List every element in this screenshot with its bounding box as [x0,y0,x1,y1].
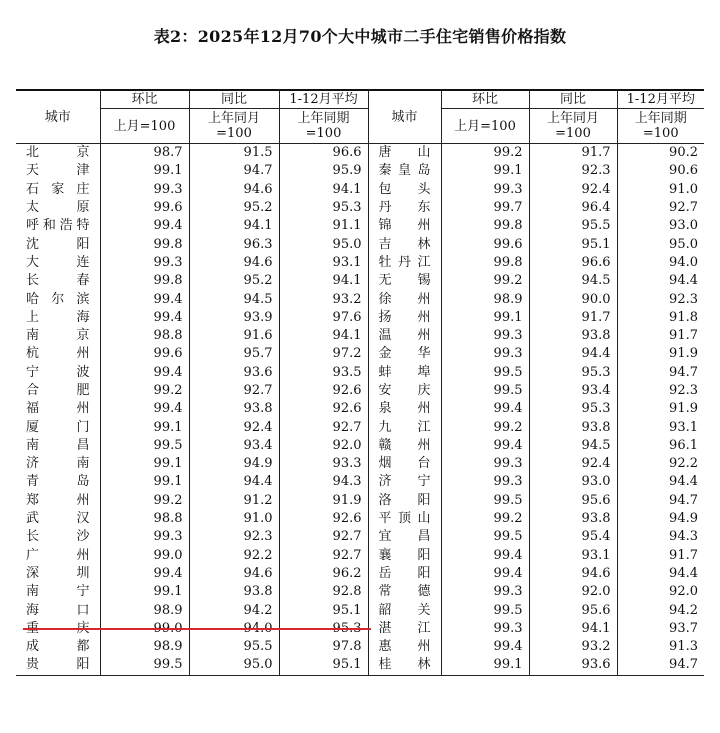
mom-cell-right: 99.5 [441,528,529,546]
city-cell-left: 深圳 [26,565,90,581]
yoy-cell-right: 93.8 [529,418,617,436]
yoy-cell-left: 91.5 [189,144,279,163]
table-row [16,455,704,473]
city-cell-left: 福州 [26,401,90,417]
yoy-cell-left: 94.6 [189,181,279,199]
mom-cell-left: 99.3 [100,528,189,546]
header-avg-base-right: 上年同期 =100 [617,109,704,144]
table-row [16,364,704,382]
mom-cell-right: 99.7 [441,199,529,217]
table-row [16,217,704,235]
avg-cell-left: 92.7 [279,547,368,565]
price-index-table [16,89,704,676]
yoy-cell-left: 92.7 [189,382,279,400]
avg-cell-left: 97.6 [279,309,368,327]
mom-cell-right: 99.3 [441,455,529,473]
city-cell-right: 丹东 [368,199,441,217]
yoy-cell-left: 96.3 [189,235,279,253]
city-cell-left: 宁波 [26,364,90,380]
table-row [16,254,704,272]
city-cell-right: 唐山 [368,144,441,163]
yoy-cell-right: 92.4 [529,455,617,473]
yoy-cell-left: 94.9 [189,455,279,473]
avg-cell-left: 93.3 [279,455,368,473]
mom-cell-left: 98.7 [100,144,189,163]
yoy-cell-left: 94.5 [189,290,279,308]
header-city-right: 城市 [368,90,441,144]
city-cell-left: 武汉 [26,511,90,527]
mom-cell-right: 99.4 [441,638,529,656]
mom-cell-left: 99.4 [100,565,189,583]
avg-cell-left: 92.7 [279,528,368,546]
avg-cell-left: 91.1 [279,217,368,235]
table-row [16,272,704,290]
avg-cell-right: 94.9 [617,510,704,528]
avg-cell-left: 95.0 [279,235,368,253]
mom-cell-left: 98.9 [100,601,189,619]
city-cell-left: 南宁 [26,584,90,600]
avg-cell-right: 94.3 [617,528,704,546]
table-row [16,144,704,163]
city-cell-right: 扬州 [368,309,441,327]
yoy-cell-right: 90.0 [529,290,617,308]
yoy-cell-left: 91.2 [189,492,279,510]
city-cell-right: 宜昌 [368,528,441,546]
avg-cell-right: 93.1 [617,418,704,436]
city-cell-left: 长沙 [26,529,90,545]
city-cell-left: 合肥 [26,383,90,398]
yoy-cell-left: 94.7 [189,162,279,180]
mom-cell-left: 99.4 [100,400,189,418]
mom-cell-left: 99.6 [100,199,189,217]
header-avg-left: 1-12月平均 [279,90,368,109]
avg-cell-right: 94.0 [617,254,704,272]
mom-cell-left: 98.8 [100,327,189,345]
yoy-cell-right: 92.0 [529,583,617,601]
city-cell-right: 蚌埠 [368,364,441,382]
mom-cell-left: 99.0 [100,547,189,565]
avg-cell-left: 95.9 [279,162,368,180]
mom-cell-left: 99.1 [100,583,189,601]
city-cell-right: 韶关 [368,601,441,619]
yoy-cell-right: 94.5 [529,272,617,290]
city-cell-left: 石家庄 [26,181,90,197]
city-cell-right: 九江 [368,418,441,436]
city-cell-right: 烟台 [368,455,441,473]
mom-cell-left: 99.0 [100,620,189,638]
mom-cell-left: 99.1 [100,418,189,436]
table-row [16,199,704,217]
avg-cell-left: 94.1 [279,272,368,290]
yoy-cell-left: 91.0 [189,510,279,528]
mom-cell-left: 99.1 [100,162,189,180]
mom-cell-right: 99.5 [441,364,529,382]
yoy-cell-left: 94.2 [189,601,279,619]
yoy-cell-left: 91.6 [189,327,279,345]
yoy-cell-left: 95.2 [189,272,279,290]
mom-cell-right: 99.3 [441,473,529,491]
table-row [16,309,704,327]
city-cell-left: 天津 [26,163,90,179]
avg-cell-right: 96.1 [617,437,704,455]
yoy-cell-left: 95.7 [189,345,279,363]
table-body [16,144,704,676]
yoy-cell-right: 93.1 [529,547,617,565]
city-cell-left: 成都 [26,639,90,655]
avg-cell-right: 91.3 [617,638,704,656]
mom-cell-right: 99.5 [441,492,529,510]
yoy-cell-left: 93.6 [189,364,279,382]
yoy-cell-right: 91.7 [529,309,617,327]
yoy-cell-left: 95.5 [189,638,279,656]
avg-cell-left: 92.6 [279,400,368,418]
city-cell-left: 哈尔滨 [26,291,90,307]
avg-cell-left: 94.1 [279,181,368,199]
yoy-cell-left: 94.0 [189,620,279,638]
yoy-cell-right: 95.6 [529,492,617,510]
yoy-cell-left: 93.9 [189,309,279,327]
mom-cell-right: 99.1 [441,309,529,327]
avg-cell-right: 94.4 [617,565,704,583]
avg-cell-right: 90.6 [617,162,704,180]
avg-cell-right: 94.7 [617,492,704,510]
mom-cell-right: 99.4 [441,547,529,565]
avg-cell-right: 92.3 [617,290,704,308]
mom-cell-left: 99.4 [100,364,189,382]
yoy-cell-right: 94.4 [529,345,617,363]
city-cell-left: 大连 [26,254,90,270]
yoy-cell-left: 95.0 [189,656,279,675]
avg-cell-right: 92.0 [617,583,704,601]
table-row [16,547,704,565]
city-cell-left: 南昌 [26,437,90,453]
city-cell-left: 呼和浩特 [26,218,90,234]
avg-cell-left: 92.8 [279,583,368,601]
avg-cell-right: 94.4 [617,272,704,290]
city-cell-left: 广州 [26,547,90,563]
avg-cell-right: 91.8 [617,309,704,327]
avg-cell-right: 95.0 [617,235,704,253]
mom-cell-right: 99.3 [441,181,529,199]
city-cell-right: 平顶山 [368,510,441,528]
city-cell-left: 青岛 [26,474,90,490]
mom-cell-right: 99.3 [441,620,529,638]
city-cell-right: 无锡 [368,272,441,290]
highlight-underline [23,628,371,630]
avg-cell-left: 96.2 [279,565,368,583]
avg-cell-left: 95.3 [279,620,368,638]
table-row [16,345,704,363]
table-row [16,656,704,675]
city-cell-left: 长春 [26,273,90,289]
header-yoy-left: 同比 [189,90,279,109]
yoy-cell-right: 93.0 [529,473,617,491]
city-cell-left: 北京 [26,145,90,161]
avg-cell-right: 94.2 [617,601,704,619]
avg-cell-right: 92.7 [617,199,704,217]
city-cell-right: 温州 [368,327,441,345]
mom-cell-right: 98.9 [441,290,529,308]
table-row [16,601,704,619]
city-cell-right: 吉林 [368,235,441,253]
yoy-cell-left: 94.4 [189,473,279,491]
yoy-cell-right: 93.4 [529,382,617,400]
yoy-cell-right: 91.7 [529,144,617,163]
mom-cell-right: 99.3 [441,583,529,601]
header-mom-base-left: 上月=100 [100,109,189,144]
avg-cell-left: 92.7 [279,418,368,436]
header-avg-right: 1-12月平均 [617,90,704,109]
avg-cell-left: 92.6 [279,382,368,400]
city-cell-right: 泉州 [368,400,441,418]
mom-cell-left: 99.1 [100,455,189,473]
mom-cell-left: 99.1 [100,473,189,491]
city-cell-left: 南京 [26,328,90,344]
header-avg-base-left: 上年同期 =100 [279,109,368,144]
table-row [16,492,704,510]
city-cell-right: 牡丹江 [368,254,441,272]
yoy-cell-left: 92.4 [189,418,279,436]
avg-cell-left: 97.2 [279,345,368,363]
yoy-cell-left: 94.1 [189,217,279,235]
city-cell-left: 上海 [26,309,90,325]
mom-cell-left: 99.8 [100,272,189,290]
city-cell-right: 襄阳 [368,547,441,565]
mom-cell-right: 99.3 [441,327,529,345]
avg-cell-left: 97.8 [279,638,368,656]
city-cell-left: 厦门 [26,419,90,435]
city-cell-right: 洛阳 [368,492,441,510]
yoy-cell-right: 95.1 [529,235,617,253]
mom-cell-right: 99.4 [441,437,529,455]
mom-cell-right: 99.2 [441,144,529,163]
yoy-cell-right: 93.8 [529,510,617,528]
header-city-left: 城市 [16,90,100,144]
table-row [16,181,704,199]
yoy-cell-right: 93.6 [529,656,617,675]
city-cell-right: 锦州 [368,217,441,235]
table-row [16,583,704,601]
mom-cell-right: 99.4 [441,565,529,583]
yoy-cell-right: 95.3 [529,364,617,382]
avg-cell-left: 93.5 [279,364,368,382]
mom-cell-left: 99.6 [100,345,189,363]
table-row [16,162,704,180]
city-cell-right: 常德 [368,583,441,601]
table-row [16,290,704,308]
table-row [16,382,704,400]
mom-cell-left: 98.9 [100,638,189,656]
mom-cell-right: 99.1 [441,656,529,675]
mom-cell-left: 99.5 [100,437,189,455]
mom-cell-right: 99.1 [441,162,529,180]
mom-cell-left: 99.2 [100,492,189,510]
mom-cell-left: 99.2 [100,382,189,400]
table-row [16,418,704,436]
avg-cell-right: 91.0 [617,181,704,199]
yoy-cell-right: 92.3 [529,162,617,180]
mom-cell-left: 99.3 [100,181,189,199]
mom-cell-right: 99.4 [441,400,529,418]
table-row [16,437,704,455]
city-cell-left: 杭州 [26,346,90,362]
avg-cell-right: 93.0 [617,217,704,235]
mom-cell-right: 99.5 [441,382,529,400]
city-cell-right: 济宁 [368,473,441,491]
city-cell-right: 安庆 [368,382,441,400]
avg-cell-right: 91.9 [617,345,704,363]
avg-cell-left: 92.6 [279,510,368,528]
header-yoy-base-left: 上年同月 =100 [189,109,279,144]
city-cell-left: 太原 [26,200,90,216]
avg-cell-right: 94.7 [617,364,704,382]
avg-cell-left: 91.9 [279,492,368,510]
yoy-cell-right: 94.6 [529,565,617,583]
mom-cell-left: 99.5 [100,656,189,675]
mom-cell-right: 99.8 [441,254,529,272]
yoy-cell-left: 92.2 [189,547,279,565]
city-cell-left: 重庆 [26,620,90,636]
yoy-cell-left: 94.6 [189,565,279,583]
avg-cell-right: 91.9 [617,400,704,418]
mom-cell-left: 98.8 [100,510,189,528]
city-cell-right: 徐州 [368,290,441,308]
avg-cell-right: 94.7 [617,656,704,675]
header-mom-left: 环比 [100,90,189,109]
mom-cell-right: 99.5 [441,601,529,619]
avg-cell-right: 94.4 [617,473,704,491]
mom-cell-left: 99.4 [100,309,189,327]
yoy-cell-left: 94.6 [189,254,279,272]
mom-cell-left: 99.4 [100,290,189,308]
yoy-cell-right: 93.2 [529,638,617,656]
avg-cell-right: 93.7 [617,620,704,638]
table-title: 表2：2025年12月70个大中城市二手住宅销售价格指数 [153,27,567,46]
city-cell-right: 岳阳 [368,565,441,583]
avg-cell-right: 91.7 [617,327,704,345]
yoy-cell-right: 93.8 [529,327,617,345]
avg-cell-left: 93.1 [279,254,368,272]
yoy-cell-left: 93.8 [189,583,279,601]
yoy-cell-right: 92.4 [529,181,617,199]
mom-cell-left: 99.8 [100,235,189,253]
mom-cell-right: 99.8 [441,217,529,235]
yoy-cell-right: 96.4 [529,199,617,217]
city-cell-left: 郑州 [26,492,90,508]
avg-cell-left: 95.1 [279,601,368,619]
yoy-cell-right: 95.5 [529,217,617,235]
avg-cell-right: 91.7 [617,547,704,565]
yoy-cell-left: 93.4 [189,437,279,455]
city-cell-right: 湛江 [368,620,441,638]
mom-cell-left: 99.4 [100,217,189,235]
yoy-cell-right: 94.1 [529,620,617,638]
table-row [16,528,704,546]
table-row [16,327,704,345]
city-cell-left: 海口 [26,602,90,618]
yoy-cell-left: 93.8 [189,400,279,418]
city-cell-right: 赣州 [368,437,441,455]
city-cell-right: 金华 [368,345,441,363]
table-row [16,565,704,583]
avg-cell-right: 92.3 [617,382,704,400]
avg-cell-right: 92.2 [617,455,704,473]
yoy-cell-right: 94.5 [529,437,617,455]
avg-cell-left: 96.6 [279,144,368,163]
yoy-cell-right: 95.6 [529,601,617,619]
table-row [16,638,704,656]
table-row [16,235,704,253]
header-mom-base-right: 上月=100 [441,109,529,144]
mom-cell-right: 99.3 [441,345,529,363]
header-yoy-base-right: 上年同月 =100 [529,109,617,144]
avg-cell-right: 90.2 [617,144,704,163]
table-row [16,510,704,528]
mom-cell-right: 99.6 [441,235,529,253]
header-yoy-right: 同比 [529,90,617,109]
city-cell-left: 济南 [26,456,90,472]
yoy-cell-right: 95.3 [529,400,617,418]
city-cell-right: 惠州 [368,638,441,656]
yoy-cell-left: 95.2 [189,199,279,217]
yoy-cell-left: 92.3 [189,528,279,546]
avg-cell-left: 94.3 [279,473,368,491]
avg-cell-left: 92.0 [279,437,368,455]
city-cell-left: 贵阳 [16,656,100,675]
yoy-cell-right: 96.6 [529,254,617,272]
city-cell-right: 包头 [368,181,441,199]
city-cell-right: 桂林 [368,656,441,675]
table-row [16,400,704,418]
header-mom-right: 环比 [441,90,529,109]
mom-cell-right: 99.2 [441,418,529,436]
city-cell-right: 秦皇岛 [368,162,441,180]
mom-cell-right: 99.2 [441,272,529,290]
mom-cell-left: 99.3 [100,254,189,272]
mom-cell-right: 99.2 [441,510,529,528]
avg-cell-left: 95.3 [279,199,368,217]
avg-cell-left: 93.2 [279,290,368,308]
yoy-cell-right: 95.4 [529,528,617,546]
table-row [16,473,704,491]
avg-cell-left: 94.1 [279,327,368,345]
city-cell-left: 沈阳 [26,236,90,252]
avg-cell-left: 95.1 [279,656,368,675]
